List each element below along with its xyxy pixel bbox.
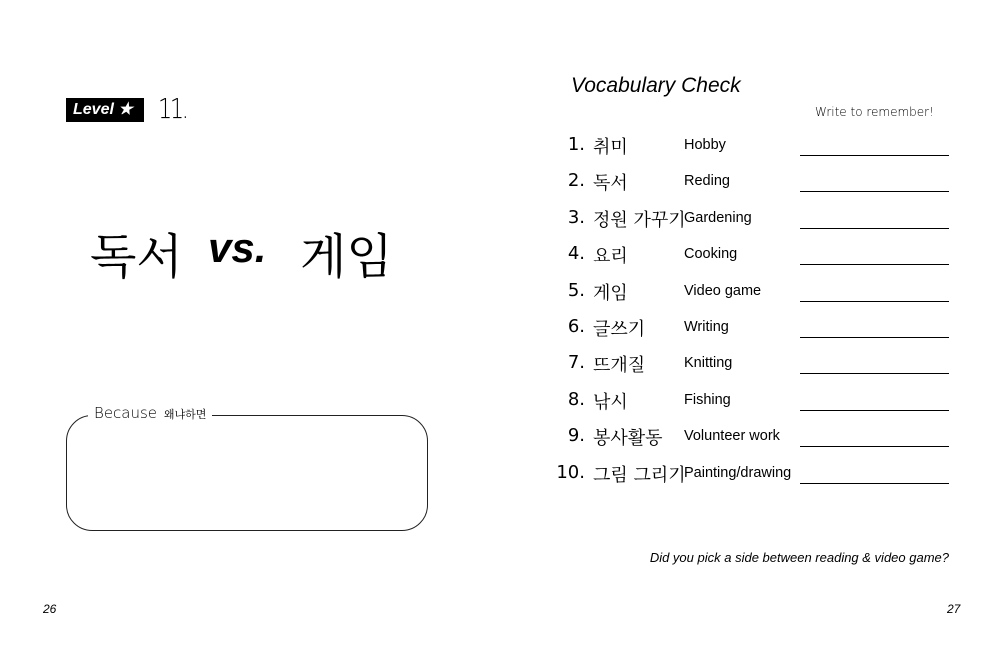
- vocab-number: 5.: [567, 279, 585, 301]
- because-answer-box[interactable]: [66, 415, 428, 531]
- vocab-korean: 글쓰기: [593, 318, 646, 340]
- vocab-english: Fishing: [684, 391, 731, 408]
- vocab-number: 9.: [567, 425, 585, 447]
- vocab-number: 1.: [567, 134, 585, 155]
- vocab-write-line[interactable]: [800, 301, 949, 302]
- vocab-korean: 게임: [593, 282, 628, 304]
- vocabulary-list: [556, 128, 956, 492]
- topic-versus: vs.: [208, 224, 267, 271]
- vocab-item: [556, 201, 956, 237]
- vocab-english: Hobby: [684, 137, 726, 153]
- vocab-item: [556, 128, 956, 164]
- vocab-number: 4.: [567, 243, 585, 265]
- vocab-english: Volunteer work: [684, 428, 780, 445]
- vocab-write-line[interactable]: [800, 483, 949, 484]
- vocab-write-line[interactable]: [800, 191, 949, 192]
- vocab-english: Cooking: [684, 246, 738, 263]
- vocab-english: Video game: [684, 282, 762, 299]
- vocab-item: [556, 164, 956, 200]
- vocab-item: [556, 237, 956, 273]
- vocab-korean: 뜨개질: [593, 355, 646, 377]
- vocab-korean: 정원 가꾸기: [593, 209, 686, 231]
- vocab-number: 6.: [567, 315, 585, 337]
- vocab-item: [556, 274, 956, 310]
- vocab-korean: 낚시: [593, 391, 628, 413]
- unit-number: 11.: [158, 92, 187, 125]
- vocab-number: 2.: [567, 170, 585, 192]
- vocab-korean: 봉사활동: [593, 428, 663, 450]
- vocab-english: Writing: [684, 318, 729, 335]
- vocab-english: Painting/drawing: [684, 464, 792, 481]
- vocab-write-line[interactable]: [800, 373, 949, 374]
- vocabulary-title: Vocabulary Check: [571, 74, 741, 97]
- vocab-write-line[interactable]: [800, 228, 949, 229]
- vocab-item: [556, 456, 956, 492]
- vocab-write-line[interactable]: [800, 264, 949, 265]
- vocab-korean: 독서: [593, 173, 628, 195]
- vocab-number: 8.: [567, 388, 585, 410]
- vocab-item: [556, 419, 956, 455]
- vocab-korean: 요리: [593, 246, 628, 268]
- vocab-item: [556, 383, 956, 419]
- vocab-number: 3.: [567, 206, 585, 228]
- topic-game: 게임: [300, 229, 393, 285]
- vocab-english: Knitting: [684, 355, 733, 372]
- page-number-right: 27: [947, 602, 961, 616]
- page-number-left: 26: [43, 602, 57, 616]
- vocab-write-line[interactable]: [800, 410, 949, 411]
- vocab-korean: 그림 그리기: [593, 464, 686, 486]
- because-label-ko: 왜냐하면: [163, 408, 207, 421]
- vocab-item: [556, 310, 956, 346]
- level-badge: Level ★: [66, 98, 144, 122]
- vocab-write-line[interactable]: [800, 446, 949, 447]
- vocab-write-line[interactable]: [800, 155, 949, 156]
- vocab-item: [556, 346, 956, 382]
- write-to-remember-note: Write to remember!: [815, 105, 934, 119]
- because-label-en: Because: [94, 404, 158, 422]
- vocab-number: 7.: [567, 352, 585, 374]
- vocab-write-line[interactable]: [800, 337, 949, 338]
- vocab-korean: 취미: [593, 137, 628, 158]
- closing-question: Did you pick a side between reading & video game?: [649, 550, 949, 565]
- vocab-english: Gardening: [684, 209, 752, 226]
- topic-reading: 독서: [90, 229, 183, 285]
- vocab-english: Reding: [684, 173, 730, 190]
- vocab-number: 10.: [556, 461, 585, 483]
- because-label: [88, 404, 212, 422]
